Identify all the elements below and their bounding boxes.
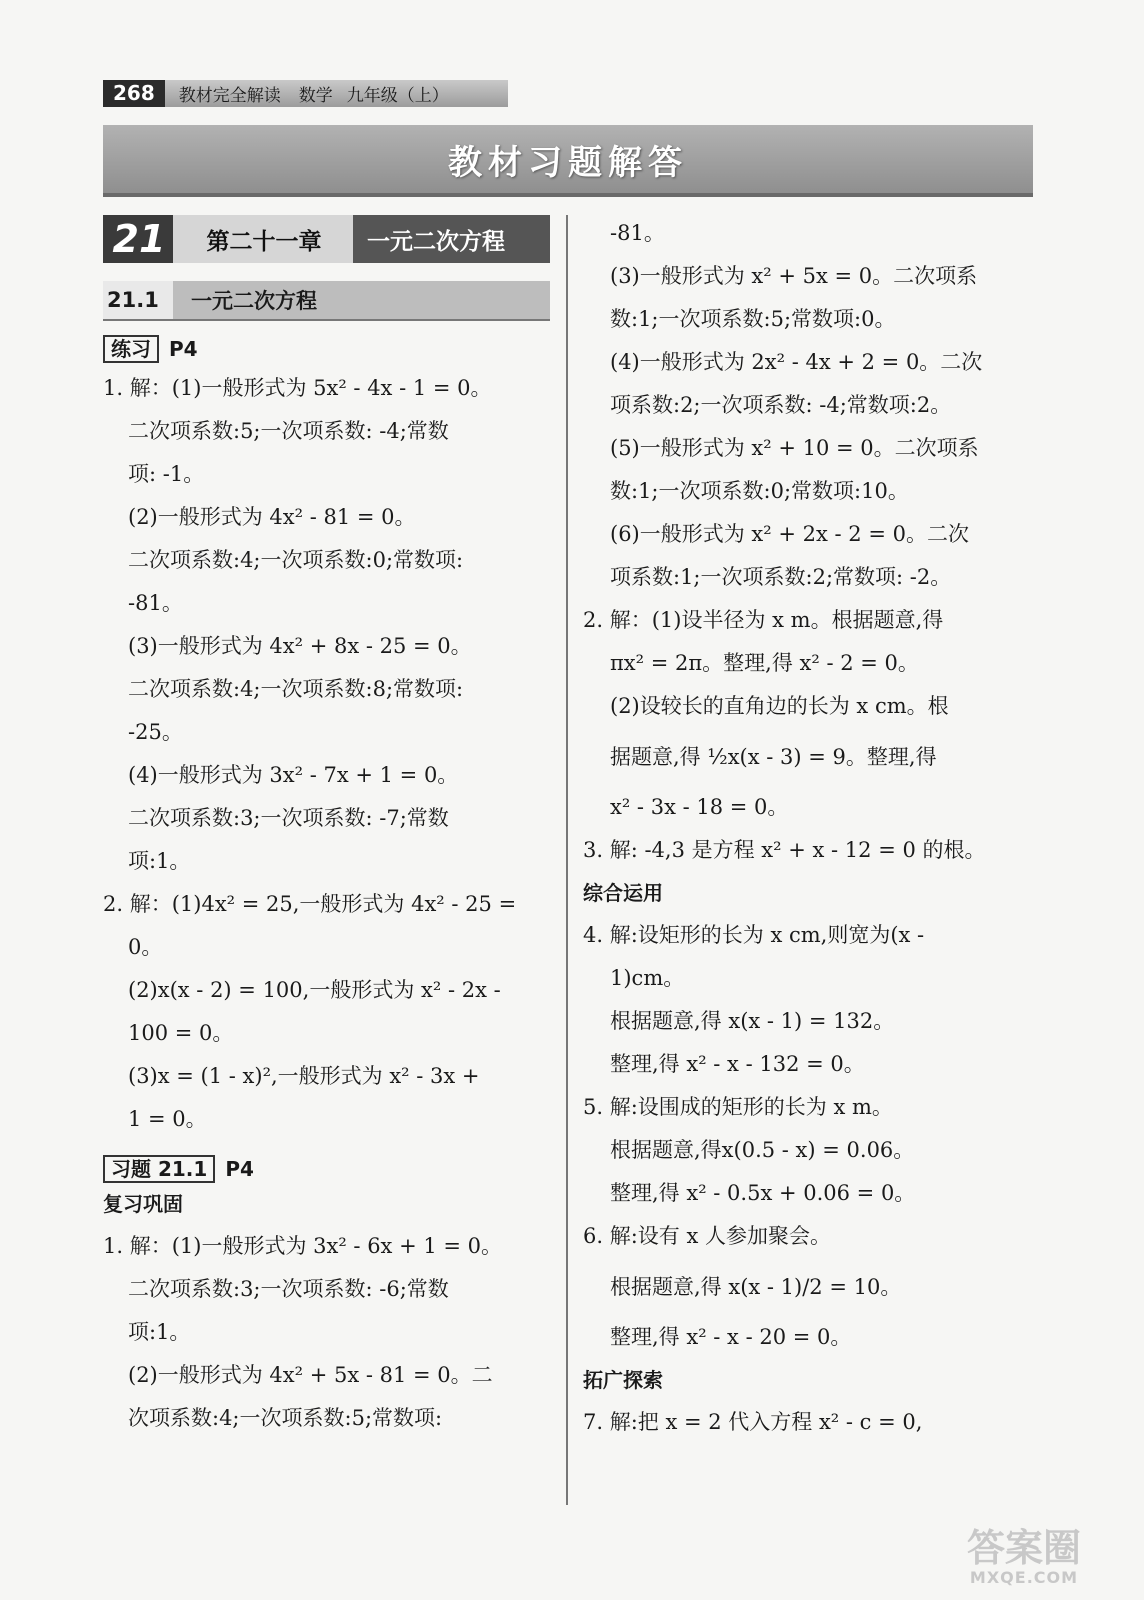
- section-title: 一元二次方程: [191, 289, 317, 313]
- section-number: 21.1: [107, 288, 159, 312]
- answer-line: 100 = 0。: [128, 1021, 234, 1045]
- subject-label: 数学: [298, 86, 333, 106]
- answer-line: 根据题意,得 x(x - 1)/2 = 10。: [610, 1275, 902, 1299]
- review-heading: 复习巩固: [103, 1192, 183, 1216]
- answer-line: 3. 解: -4,3 是方程 x² + x - 12 = 0 的根。: [583, 838, 986, 862]
- answer-line: 0。: [128, 935, 163, 959]
- answer-line: (3)x = (1 - x)²,一般形式为 x² - 3x +: [128, 1064, 480, 1088]
- answer-line: -81。: [128, 591, 183, 615]
- answer-line: 次项系数:4;一次项系数:5;常数项:: [128, 1406, 443, 1430]
- answer-line: 整理,得 x² - x - 20 = 0。: [610, 1325, 852, 1349]
- answer-line: (2)x(x - 2) = 100,一般形式为 x² - 2x -: [128, 978, 501, 1002]
- answer-line: 数:1;一次项系数:0;常数项:10。: [610, 479, 909, 503]
- page-number: 268: [103, 80, 165, 107]
- answer-line: 数:1;一次项系数:5;常数项:0。: [610, 307, 896, 331]
- answer-line: πx² = 2π。整理,得 x² - 2 = 0。: [610, 651, 919, 675]
- answer-line: 4. 解:设矩形的长为 x cm,则宽为(x -: [583, 923, 925, 947]
- answer-line: (3)一般形式为 4x² + 8x - 25 = 0。: [128, 634, 472, 658]
- chapter-label: 第二十一章: [206, 228, 322, 255]
- answer-line: 项: -1。: [128, 462, 205, 486]
- answer-line: (4)一般形式为 3x² - 7x + 1 = 0。: [128, 763, 459, 787]
- right-column: [583, 212, 1033, 1444]
- applied-heading: 综合运用: [583, 881, 663, 905]
- answer-line: 项:1。: [128, 1320, 191, 1344]
- answer-line: (2)一般形式为 4x² + 5x - 81 = 0。二: [128, 1363, 493, 1387]
- answer-line: 5. 解:设围成的矩形的长为 x m。: [583, 1095, 893, 1119]
- answer-line: 据题意,得 ½x(x - 3) = 9。整理,得: [610, 745, 937, 769]
- homework-box-label: 习题 21.1: [103, 1155, 215, 1183]
- section-bar: [103, 281, 550, 321]
- answer-line: (2)一般形式为 4x² - 81 = 0。: [128, 505, 416, 529]
- answer-line: 根据题意,得x(0.5 - x) = 0.06。: [610, 1138, 915, 1162]
- answer-line: (2)设较长的直角边的长为 x cm。根: [610, 694, 949, 718]
- watermark-url: MXQE.COM: [969, 1568, 1079, 1587]
- answer-line: 7. 解:把 x = 2 代入方程 x² - c = 0,: [583, 1410, 923, 1434]
- answer-line: 二次项系数:3;一次项系数: -6;常数: [128, 1277, 449, 1301]
- answer-line: -25。: [128, 720, 183, 744]
- grade-label: 九年级（上）: [346, 86, 449, 106]
- answer-line: 整理,得 x² - 0.5x + 0.06 = 0。: [610, 1181, 916, 1205]
- answer-line: 1. 解：(1)一般形式为 3x² - 6x + 1 = 0。: [103, 1234, 503, 1258]
- answer-line: (5)一般形式为 x² + 10 = 0。二次项系: [610, 436, 979, 460]
- answer-line: 1. 解：(1)一般形式为 5x² - 4x - 1 = 0。: [103, 376, 492, 400]
- chapter-bar: [103, 215, 550, 263]
- watermark-text: 答案圈: [966, 1526, 1081, 1570]
- page-header: [103, 80, 508, 107]
- answer-line: 二次项系数:5;一次项系数: -4;常数: [128, 419, 449, 443]
- answer-line: 6. 解:设有 x 人参加聚会。: [583, 1224, 831, 1248]
- homework-page: P4: [225, 1157, 254, 1181]
- extension-heading: 拓广探索: [583, 1368, 663, 1392]
- answer-line: -81。: [610, 221, 665, 245]
- answer-line: (6)一般形式为 x² + 2x - 2 = 0。二次: [610, 522, 969, 546]
- homework-heading: [103, 1155, 550, 1183]
- answer-line: 1 = 0。: [128, 1107, 207, 1131]
- chapter-title: 一元二次方程: [367, 228, 505, 255]
- answer-line: 2. 解：(1)4x² = 25,一般形式为 4x² - 25 =: [103, 892, 517, 916]
- chapter-number: 21: [112, 217, 166, 261]
- exercise-page: P4: [169, 337, 198, 361]
- answer-line: 二次项系数:4;一次项系数:0;常数项:: [128, 548, 464, 572]
- answer-line: 二次项系数:3;一次项系数: -7;常数: [128, 806, 449, 830]
- answer-line: x² - 3x - 18 = 0。: [610, 795, 789, 819]
- answer-line: (4)一般形式为 2x² - 4x + 2 = 0。二次: [610, 350, 983, 374]
- left-column: [103, 215, 550, 1440]
- answer-line: 项:1。: [128, 849, 191, 873]
- exercise-box-label: 练习: [103, 335, 159, 363]
- answer-line: 整理,得 x² - x - 132 = 0。: [610, 1052, 865, 1076]
- answer-line: 项系数:2;一次项系数: -4;常数项:2。: [610, 393, 952, 417]
- answer-line: 根据题意,得 x(x - 1) = 132。: [610, 1009, 895, 1033]
- answer-line: (3)一般形式为 x² + 5x = 0。二次项系: [610, 264, 978, 288]
- answer-line: 2. 解：(1)设半径为 x m。根据题意,得: [583, 608, 944, 632]
- exercise-heading: [103, 335, 550, 363]
- page-banner: 教材习题解答: [103, 125, 1033, 197]
- answer-line: 二次项系数:4;一次项系数:8;常数项:: [128, 677, 464, 701]
- answer-line: 1)cm。: [610, 966, 685, 990]
- column-divider: [566, 215, 568, 1505]
- book-title: 教材完全解读: [178, 86, 281, 106]
- site-watermark: [934, 1528, 1114, 1596]
- answer-line: 项系数:1;一次项系数:2;常数项: -2。: [610, 565, 952, 589]
